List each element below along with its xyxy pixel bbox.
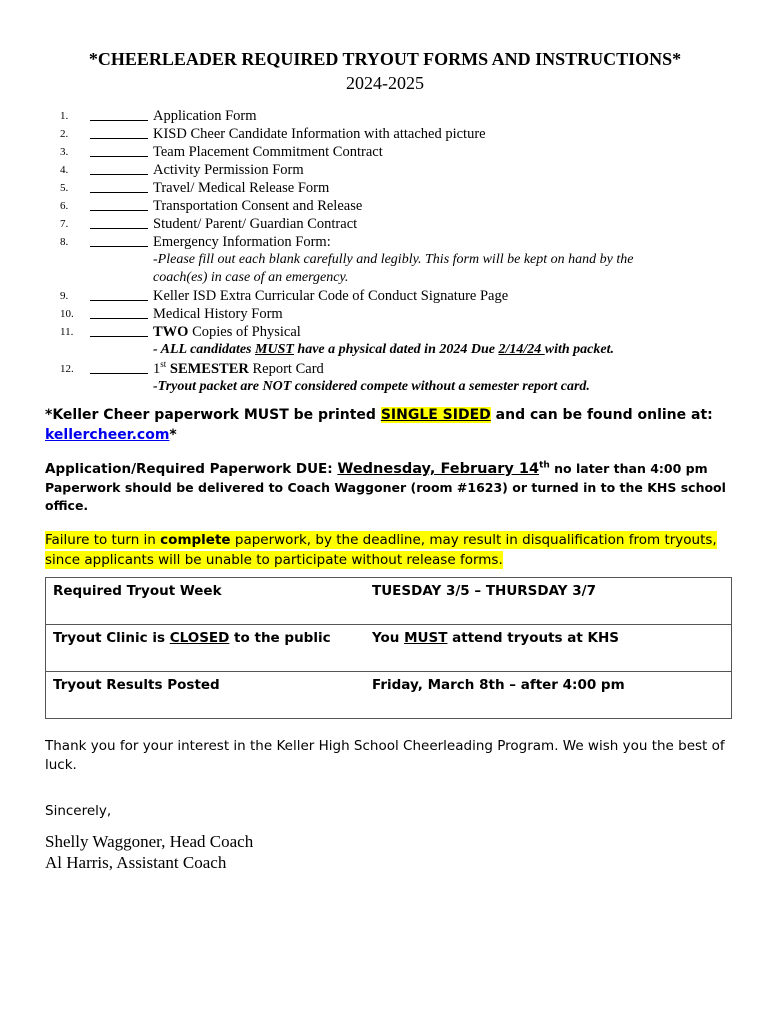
list-item: 3. Team Placement Commitment Contract xyxy=(60,144,383,160)
check-blank xyxy=(90,287,148,301)
list-item: 7. Student/ Parent/ Guardian Contract xyxy=(60,216,358,232)
thank-you-text: Thank you for your interest in the Keller High School Cheerleading Program. We wish you the best of luck. xyxy=(45,738,725,773)
kellercheer-link[interactable]: kellercheer.com xyxy=(45,427,170,443)
list-item: 11. TWO Copies of Physical xyxy=(60,324,301,340)
warning-text: Failure to turn in complete paperwork, by the deadline, may result in disqualification from tryouts, since applicants will be unable to participate without release forms. xyxy=(45,532,717,568)
table-row: Tryout Clinic is CLOSED to the public You MUST attend tryouts at KHS xyxy=(46,625,732,672)
check-blank xyxy=(90,197,148,211)
item-note: - ALL candidates MUST have a physical dated in 2024 Due 2/14/24 with packet. xyxy=(153,342,614,357)
assistant-coach-name: Al Harris, Assistant Coach xyxy=(45,853,227,872)
check-blank xyxy=(90,107,148,121)
check-blank xyxy=(90,233,148,247)
check-blank xyxy=(90,125,148,139)
page-title: *CHEERLEADER REQUIRED TRYOUT FORMS AND INSTRUCTIONS* xyxy=(88,49,682,69)
list-item: 4. Activity Permission Form xyxy=(60,162,304,178)
check-blank xyxy=(90,305,148,319)
list-item: 10. Medical History Form xyxy=(60,306,283,322)
delivery-instructions: Paperwork should be delivered to Coach Waggoner (room #1623) or turned in to the KHS school office. xyxy=(45,480,726,513)
check-blank xyxy=(90,161,148,175)
list-item: 2. KISD Cheer Candidate Information with attached picture xyxy=(60,126,486,142)
table-row: Tryout Results Posted Friday, March 8th – after 4:00 pm xyxy=(46,672,732,719)
item-note: coach(es) in case of an emergency. xyxy=(153,270,349,285)
list-item: 12. 1st SEMESTER Report Card xyxy=(60,359,324,377)
list-item: 6. Transportation Consent and Release xyxy=(60,198,363,214)
item-note: -Tryout packet are NOT considered compete without a semester report card. xyxy=(153,379,590,394)
check-blank xyxy=(90,179,148,193)
check-blank xyxy=(90,215,148,229)
list-item: 5. Travel/ Medical Release Form xyxy=(60,180,330,196)
forms-checklist xyxy=(60,107,740,396)
check-blank xyxy=(90,323,148,337)
item-note: -Please fill out each blank carefully and legibly. This form will be kept on hand by the xyxy=(153,252,634,267)
list-item: 1. Application Form xyxy=(60,108,257,124)
list-item: 9. Keller ISD Extra Curricular Code of Conduct Signature Page xyxy=(60,288,509,304)
tryout-schedule-table xyxy=(45,577,732,719)
highlight-single-sided: SINGLE SIDED xyxy=(380,407,491,423)
head-coach-name: Shelly Waggoner, Head Coach xyxy=(45,832,254,851)
signature-block xyxy=(45,831,253,873)
check-blank xyxy=(90,360,148,374)
table-row: Required Tryout Week TUESDAY 3/5 – THURSDAY 3/7 xyxy=(46,578,732,625)
list-item: 8. Emergency Information Form: xyxy=(60,234,331,250)
school-year: 2024-2025 xyxy=(346,73,424,93)
sincerely-text: Sincerely, xyxy=(45,803,112,819)
printing-instructions: *Keller Cheer paperwork MUST be printed SINGLE SIDED and can be found online at: kellercheer.com* xyxy=(45,407,713,443)
due-date-line: Application/Required Paperwork DUE: Wednesday, February 14th no later than 4:00 pm xyxy=(45,460,708,477)
check-blank xyxy=(90,143,148,157)
